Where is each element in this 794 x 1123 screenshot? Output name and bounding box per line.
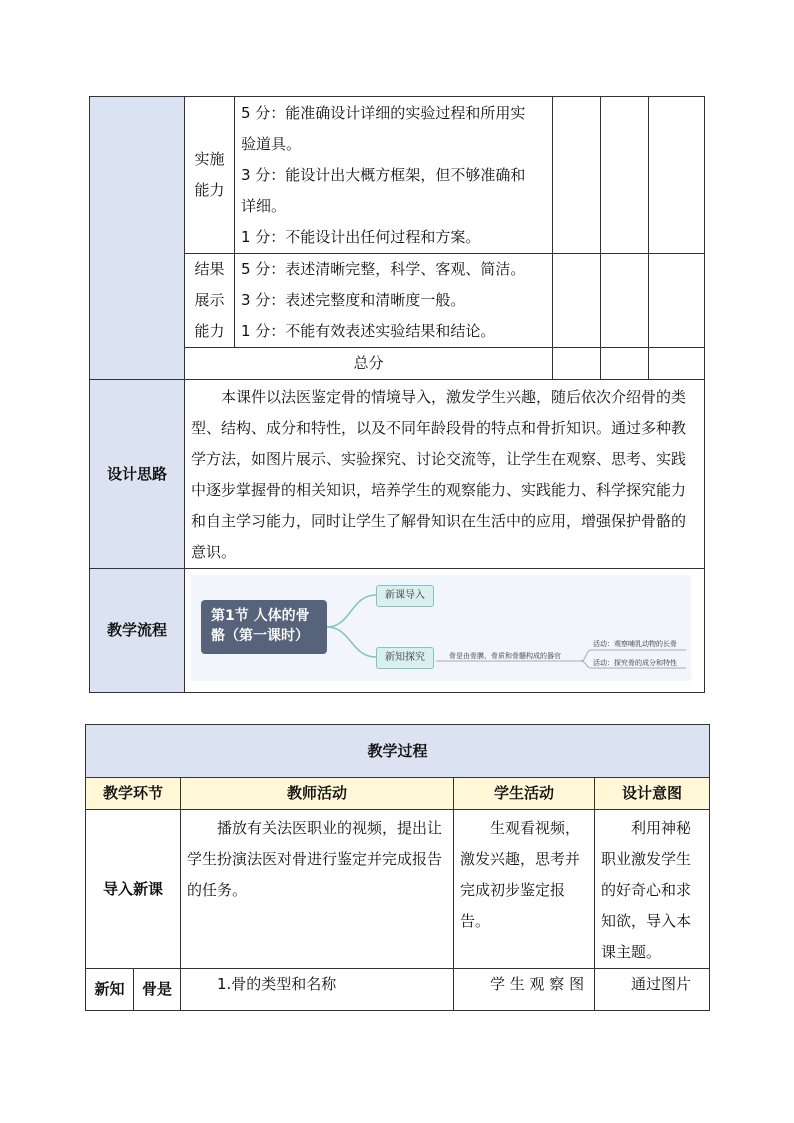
stage-new: 新知	[86, 969, 134, 1011]
design-text: 本课件以法医鉴定骨的情境导入，激发学生兴趣，随后依次介绍骨的类型、结构、成分和特性，以及不同年龄段骨的特点和骨折知识。通过多种教学方法，如图片展示、实验探究、讨论交流等，让学生在观察、思考、实践中逐步掌握骨的相关知识，培养学生的观察能力、实践能力、科学探究能力和自主学习能力，同时让学生了解骨知识在生活中的应用，增强保护骨骼的意识。	[185, 380, 705, 569]
score-cell	[649, 97, 705, 254]
header-stage: 教学环节	[86, 778, 181, 810]
connector-line	[327, 595, 376, 627]
score-cell	[649, 254, 705, 348]
criteria-line: 3 分：表述完整度和清晰度一般。	[241, 291, 466, 309]
process-title: 教学过程	[86, 725, 710, 778]
criterion-line: 能力	[194, 322, 225, 340]
criteria-line: 详细。	[241, 197, 287, 215]
criterion-line: 结果	[194, 260, 225, 278]
mindmap-branch: 新知探究	[376, 647, 434, 669]
criteria-description	[235, 97, 553, 254]
stage-new-sub: 骨是	[134, 969, 181, 1011]
criterion-line: 实施	[194, 150, 225, 168]
assessment-table	[89, 96, 705, 693]
criterion-line: 展示	[194, 291, 225, 309]
header-student: 学生活动	[454, 778, 595, 810]
student-activity: 生观看视频，激发兴趣，思考并完成初步鉴定报告。	[454, 810, 595, 969]
total-label: 总分	[185, 348, 553, 380]
stage-intro: 导入新课	[86, 810, 181, 969]
mindmap-sub: 骨是由骨膜、骨质和骨髓构成的器官	[449, 652, 561, 660]
criteria-line: 5 分：表述清晰完整，科学、客观、简洁。	[241, 260, 526, 278]
criteria-line: 1 分：不能有效表述实验结果和结论。	[241, 322, 496, 340]
criteria-line: 1 分：不能设计出任何过程和方案。	[241, 228, 481, 246]
student-activity: 学 生 观 察 图	[454, 969, 595, 1011]
score-cell	[601, 348, 649, 380]
design-label: 设计思路	[90, 380, 185, 569]
criteria-description	[235, 254, 553, 348]
teaching-process-table	[85, 724, 710, 1011]
teacher-activity: 播放有关法医职业的视频，提出让学生扮演法医对骨进行鉴定并完成报告的任务。	[181, 810, 454, 969]
teacher-activity: 1.骨的类型和名称	[181, 969, 454, 1011]
criterion-line: 能力	[194, 181, 225, 199]
criterion-cell	[185, 254, 235, 348]
score-cell	[553, 97, 601, 254]
score-cell	[601, 97, 649, 254]
header-teacher: 教师活动	[181, 778, 454, 810]
mindmap-root: 第1节 人体的骨骼（第一课时）	[201, 600, 327, 654]
mindmap-activity: 活动：探究骨的成分和特性	[593, 659, 677, 667]
flow-cell	[185, 569, 705, 693]
mindmap-activity: 活动：观察哺乳动物的长骨	[593, 640, 677, 648]
criterion-cell	[185, 97, 235, 254]
design-intent: 通过图片	[595, 969, 710, 1011]
header-intent: 设计意图	[595, 778, 710, 810]
design-intent: 利用神秘职业激发学生的好奇心和求知欲，导入本课主题。	[595, 810, 710, 969]
criteria-line: 5 分：能准确设计详细的实验过程和所用实	[241, 104, 526, 122]
mindmap	[191, 575, 691, 681]
left-blank-cell	[90, 97, 185, 380]
score-cell	[649, 348, 705, 380]
mindmap-branch: 新课导入	[376, 585, 434, 607]
criteria-line: 3 分：能设计出大概方框架，但不够准确和	[241, 166, 526, 184]
score-cell	[601, 254, 649, 348]
flow-label: 教学流程	[90, 569, 185, 693]
criteria-line: 验道具。	[241, 135, 302, 153]
score-cell	[553, 254, 601, 348]
connector-line	[327, 627, 376, 657]
score-cell	[553, 348, 601, 380]
